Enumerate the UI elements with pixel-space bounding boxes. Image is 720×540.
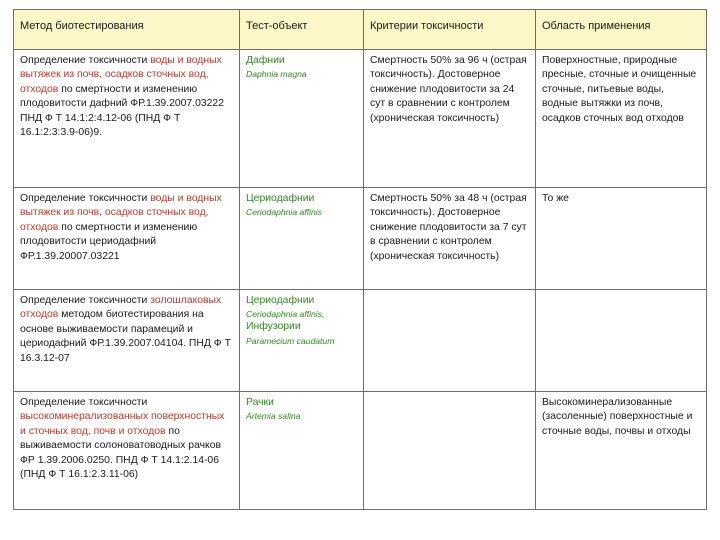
table-row — [14, 392, 707, 510]
organism-name: Цериодафнии — [246, 193, 315, 204]
organism-name: Дафнии — [246, 55, 285, 66]
organism-name: Рачки — [246, 397, 274, 408]
test-object-cell — [240, 50, 364, 188]
organism-name: Цериодафнии — [246, 295, 315, 306]
method-text-rest: по выживаемости солоноватоводных рачков ФР 1.39.2006.0250. ПНД Ф Т 14.1:2.14-06 (ПНД Ф Т 16.1:2.3.11-06) — [20, 425, 221, 481]
method-text-rest: по смертности и изменению плодовитости дафний ФР.1.39.2007.03222 ПНД Ф Т 14.1:2:4.12-06 (ПНД Ф Т 16.1:2:3:3.9-06)9. — [20, 83, 224, 139]
biotest-table-container — [13, 9, 707, 510]
method-text: Определение токсичности — [20, 295, 151, 306]
table-row — [14, 188, 707, 290]
criteria-cell — [364, 290, 536, 392]
header-criteria: Критерии токсичности — [364, 10, 536, 50]
scope-cell: Поверхностные, природные пресные, сточные и очищенные сточные, питьевые воды, водные вытяжки из почв, осадков сточных вод отходов — [536, 50, 707, 188]
organism-latin: Daphnia magna — [246, 69, 307, 80]
method-cell — [14, 290, 240, 392]
table-row — [14, 290, 707, 392]
scope-cell — [536, 290, 707, 392]
test-object-cell — [240, 188, 364, 290]
biotest-methods-table — [13, 9, 707, 510]
scope-cell: То же — [536, 188, 707, 290]
criteria-cell: Смертность 50% за 48 ч (острая токсичность). Достоверное снижение плодовитости за 7 сут в сравнении с контролем (хроническая токсичность) — [364, 188, 536, 290]
method-text: Определение токсичности — [20, 193, 151, 204]
organism-latin: Paramecium caudatum — [246, 335, 335, 346]
method-text: Определение токсичности — [20, 397, 148, 408]
method-text: Определение токсичности — [20, 55, 151, 66]
organism-latin: Ceriodaphnia affinis, — [246, 309, 325, 320]
header-scope: Область применения — [536, 10, 707, 50]
method-highlight: воды и водных вытяжек из почв, осадков сточных вод, отходов — [20, 55, 222, 95]
table-row — [14, 50, 707, 188]
scope-cell: Высокоминерализованные (засоленные) поверхностные и сточные воды, почвы и отходы — [536, 392, 707, 510]
criteria-cell: Смертность 50% за 96 ч (острая токсичность). Достоверное снижение плодовитости за 24 сут в сравнении с контролем (хроническая токсичность) — [364, 50, 536, 188]
method-highlight: высокоминерализованных поверхностных и сточных вод, почв и отходов — [20, 411, 225, 437]
test-object-cell — [240, 290, 364, 392]
organism-name: Инфузории — [246, 321, 301, 333]
organism-latin: Artemia salina — [246, 411, 301, 422]
method-text-rest: методом биотестирования на основе выживаемости парамеций и цериодафний ФР.1.39.2007.04104. ПНД Ф Т 16.3.12-07 — [20, 309, 231, 364]
method-cell — [14, 188, 240, 290]
test-object-cell — [240, 392, 364, 510]
method-cell — [14, 50, 240, 188]
header-test-object: Тест-объект — [240, 10, 364, 50]
method-highlight: золошлаковых отходов — [20, 295, 222, 321]
method-cell — [14, 392, 240, 510]
method-highlight: воды и водных вытяжек из почв, осадков сточных вод, отходов — [20, 193, 222, 233]
method-text-rest: по смертности и изменению плодовитости цериодафний ФР.1.39.20007.03221 — [20, 221, 198, 262]
header-method: Метод биотестирования — [14, 10, 240, 50]
organism-latin: Ceriodaphnia affinis — [246, 207, 322, 218]
criteria-cell — [364, 392, 536, 510]
table-header-row — [14, 10, 707, 50]
